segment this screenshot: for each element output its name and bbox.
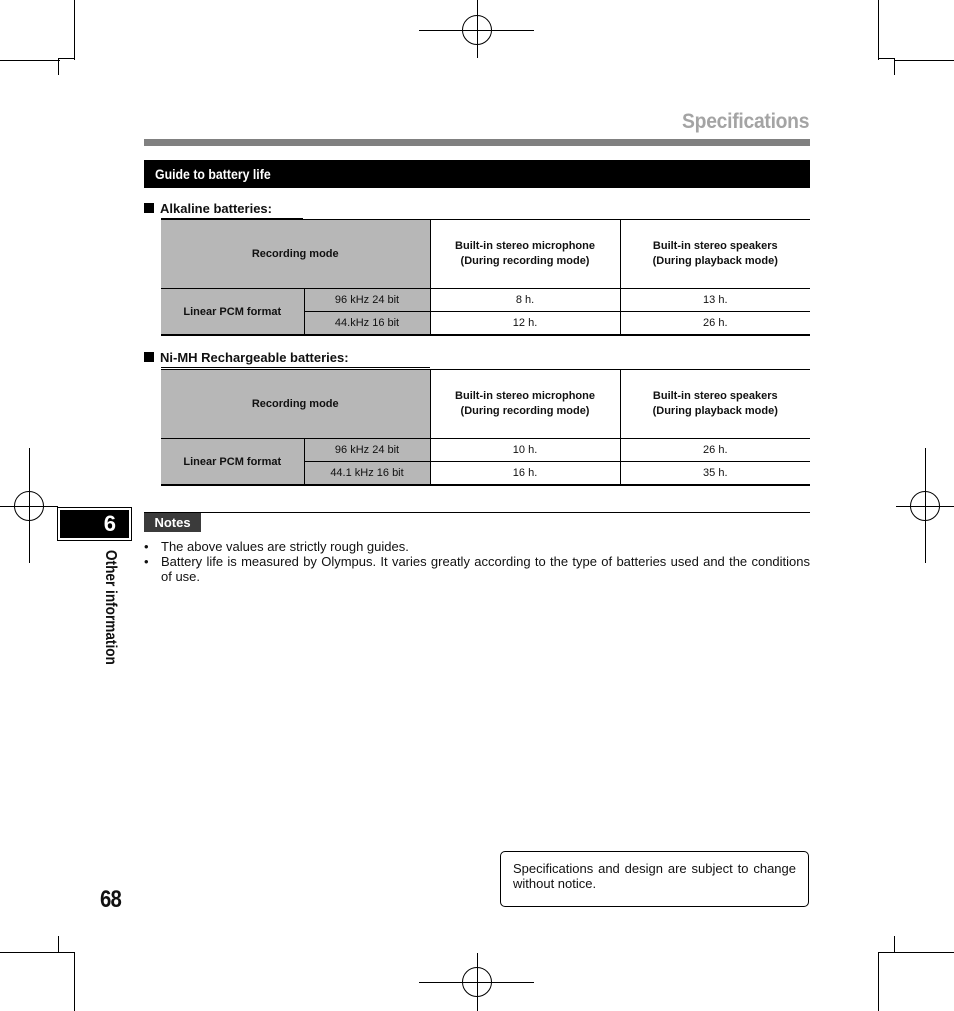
section-title: Guide to battery life xyxy=(155,166,271,182)
header-recording-mode: Recording mode xyxy=(161,370,430,439)
page-title: Specifications xyxy=(681,110,809,133)
setting-cell: 44.1 kHz 16 bit xyxy=(304,462,430,486)
list-item: • The above values are strictly rough guides. xyxy=(144,539,409,554)
chapter-number: 6 xyxy=(60,510,129,538)
mic-value-cell: 10 h. xyxy=(430,439,620,462)
mic-value-cell: 16 h. xyxy=(430,462,620,486)
format-cell: Linear PCM format xyxy=(161,439,304,486)
square-bullet-icon xyxy=(144,203,154,213)
nimh-table xyxy=(161,369,810,486)
speaker-value-cell: 35 h. xyxy=(620,462,810,486)
header-rule xyxy=(144,139,810,146)
header-builtin-speakers: Built-in stereo speakers (During playback mode) xyxy=(620,370,810,439)
alkaline-heading: Alkaline batteries: xyxy=(144,201,272,218)
header-builtin-speakers: Built-in stereo speakers (During playback mode) xyxy=(620,220,810,289)
alkaline-table xyxy=(161,219,810,336)
list-item: • Battery life is measured by Olympus. It varies greatly according to the type of batteries used and the conditions of use. xyxy=(144,554,810,584)
bullet-icon: • xyxy=(144,539,149,554)
notes-rule xyxy=(144,512,810,513)
chapter-tab xyxy=(57,507,132,541)
square-bullet-icon xyxy=(144,352,154,362)
nimh-heading: Ni-MH Rechargeable batteries: xyxy=(144,350,349,367)
notes-label: Notes xyxy=(144,513,201,532)
header-builtin-mic: Built-in stereo microphone (During recording mode) xyxy=(430,370,620,439)
mic-value-cell: 12 h. xyxy=(430,312,620,336)
mic-value-cell: 8 h. xyxy=(430,289,620,312)
setting-cell: 96 kHz 24 bit xyxy=(304,289,430,312)
speaker-value-cell: 26 h. xyxy=(620,439,810,462)
nimh-underline xyxy=(161,367,430,368)
page-number: 68 xyxy=(100,886,121,913)
header-builtin-mic: Built-in stereo microphone (During recording mode) xyxy=(430,220,620,289)
notice-box: Specifications and design are subject to change without notice. xyxy=(500,851,809,907)
speaker-value-cell: 26 h. xyxy=(620,312,810,336)
setting-cell: 44.kHz 16 bit xyxy=(304,312,430,336)
speaker-value-cell: 13 h. xyxy=(620,289,810,312)
setting-cell: 96 kHz 24 bit xyxy=(304,439,430,462)
bullet-icon: • xyxy=(144,554,149,569)
section-bar xyxy=(144,160,810,188)
header-recording-mode: Recording mode xyxy=(161,220,430,289)
notes-list xyxy=(144,539,810,584)
chapter-label: Other information xyxy=(102,550,119,665)
format-cell: Linear PCM format xyxy=(161,289,304,336)
